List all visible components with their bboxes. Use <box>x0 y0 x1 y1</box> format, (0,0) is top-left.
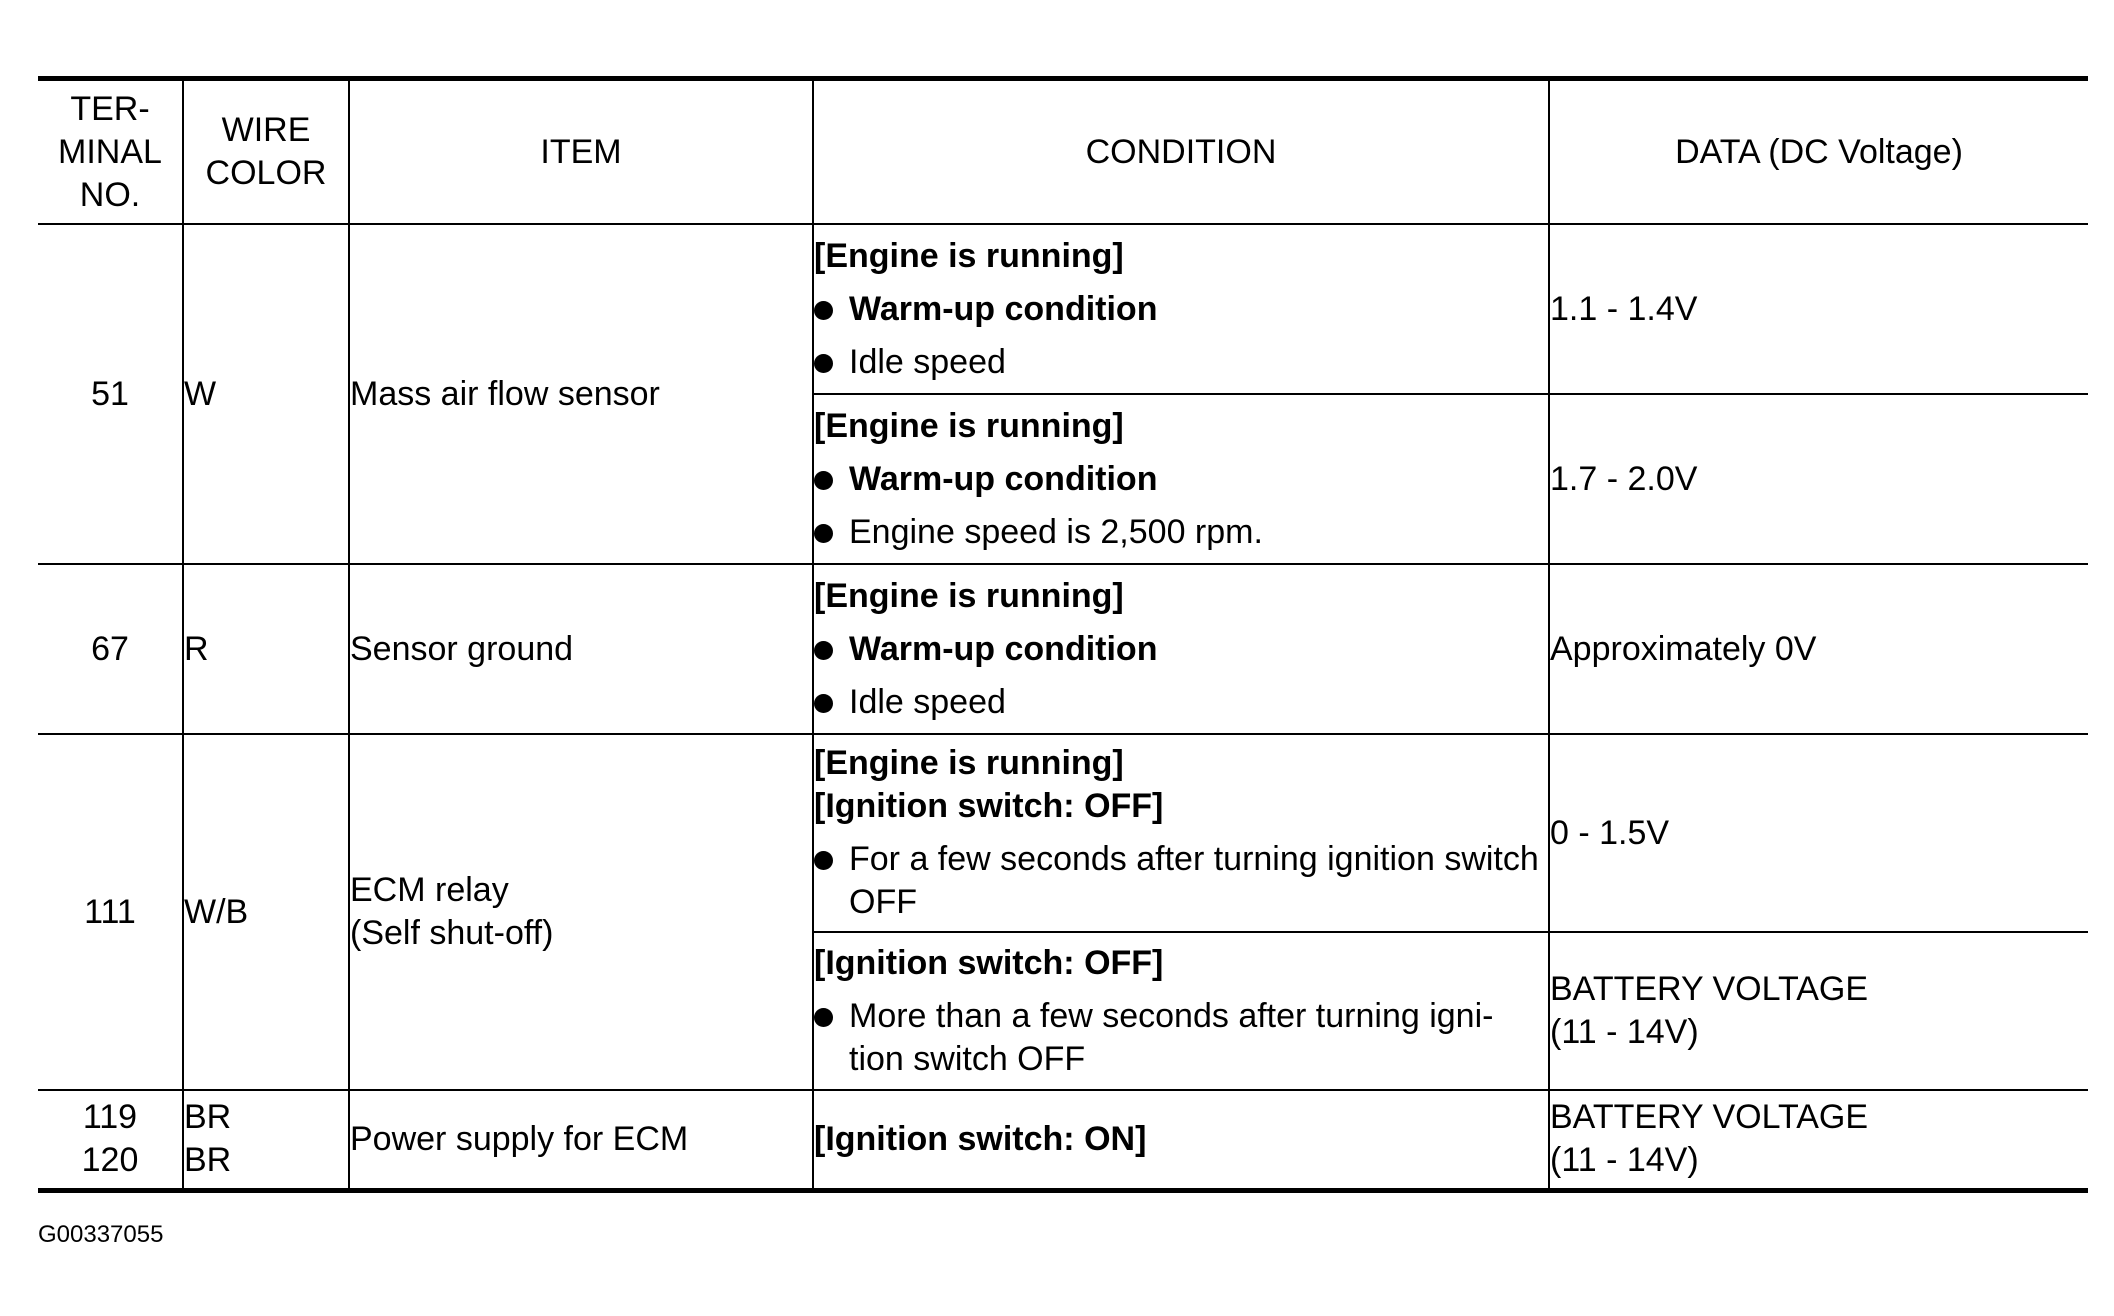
item-name-line: (Self shut-off) <box>350 914 554 952</box>
item-name-line: ECM relay <box>350 871 509 909</box>
bullet-dot-icon <box>814 1008 833 1027</box>
condition-bullet <box>814 458 1548 501</box>
data-value: 0 - 1.5V <box>1549 734 2088 932</box>
data-value <box>1549 1090 2088 1190</box>
bullet-text: Idle speed <box>849 682 1006 721</box>
table-row <box>38 734 2088 932</box>
header-terminal-no <box>38 79 183 225</box>
condition-bullet <box>814 341 1548 384</box>
terminal-number-line: 119 <box>82 1098 138 1137</box>
condition-heading: [Ignition switch: OFF] <box>814 943 1164 982</box>
condition-heading: [Ignition switch: ON] <box>814 1119 1147 1158</box>
data-value-line: (11 - 14V) <box>1550 1141 1699 1180</box>
wire-color: W/B <box>183 734 349 1090</box>
condition-bullet <box>814 681 1548 724</box>
header-condition: CONDITION <box>813 79 1549 225</box>
condition-bullet <box>814 288 1548 331</box>
bullet-text: Warm-up condition <box>849 459 1158 498</box>
header-wire-color <box>183 79 349 225</box>
bullet-dot-icon <box>814 851 833 870</box>
condition-cell <box>813 1090 1549 1190</box>
bullet-dot-icon <box>814 524 833 543</box>
data-value-line: BATTERY VOLTAGE <box>1550 1098 1869 1137</box>
condition-bullet <box>814 628 1548 671</box>
data-value-line: (11 - 14V) <box>1550 1013 1699 1051</box>
data-value: 1.1 - 1.4V <box>1549 224 2088 394</box>
bullet-text: Warm-up condition <box>849 289 1158 328</box>
data-value: Approximately 0V <box>1549 564 2088 734</box>
header-terminal-line: TER- <box>70 89 150 128</box>
bullet-dot-icon <box>814 354 833 373</box>
bullet-dot-icon <box>814 694 833 713</box>
condition-cell <box>813 734 1549 932</box>
item-name <box>349 734 813 1090</box>
bullet-text: For a few seconds after turning ignition switch OFF <box>849 840 1539 921</box>
bullet-text: More than a few seconds after turning igni-tion switch OFF <box>849 996 1494 1078</box>
bullet-dot-icon <box>814 641 833 660</box>
item-name: Sensor ground <box>349 564 813 734</box>
wire-color: W <box>183 224 349 564</box>
header-wire-line: WIRE <box>221 111 311 149</box>
condition-heading: [Engine is running] <box>814 576 1124 615</box>
condition-cell <box>813 932 1549 1090</box>
header-terminal-line: MINAL <box>58 132 162 171</box>
condition-bullet <box>814 838 1548 924</box>
header-terminal-line: NO. <box>79 175 141 214</box>
data-value <box>1549 932 2088 1090</box>
condition-bullet <box>814 511 1548 554</box>
header-wire-line: COLOR <box>205 154 327 192</box>
bullet-text: Warm-up condition <box>849 629 1158 668</box>
figure-code: G00337055 <box>38 1221 164 1248</box>
table-row <box>38 224 2088 394</box>
condition-cell <box>813 224 1549 394</box>
data-value: 1.7 - 2.0V <box>1549 394 2088 564</box>
table-row <box>38 564 2088 734</box>
header-item: ITEM <box>349 79 813 225</box>
terminal-number: 67 <box>38 564 183 734</box>
wire-color-line: BR <box>184 1098 232 1137</box>
wire-color-line: BR <box>184 1141 232 1180</box>
condition-heading: [Engine is running] <box>814 236 1124 275</box>
condition-heading: [Engine is running] <box>814 406 1124 445</box>
condition-cell <box>813 394 1549 564</box>
ecm-terminal-table <box>38 76 2088 1193</box>
bullet-dot-icon <box>814 301 833 320</box>
item-name: Power supply for ECM <box>349 1090 813 1190</box>
header-data: DATA (DC Voltage) <box>1549 79 2088 225</box>
condition-cell <box>813 564 1549 734</box>
item-name: Mass air flow sensor <box>349 224 813 564</box>
terminal-number <box>38 1090 183 1190</box>
header-row <box>38 79 2088 225</box>
bullet-text: Idle speed <box>849 342 1006 381</box>
table-row <box>38 1090 2088 1190</box>
condition-heading: [Engine is running] <box>814 744 1124 782</box>
wire-color <box>183 1090 349 1190</box>
terminal-number: 111 <box>38 734 183 1090</box>
bullet-dot-icon <box>814 471 833 490</box>
ecm-terminal-table-container <box>38 76 2088 1193</box>
condition-bullet <box>814 995 1548 1081</box>
condition-heading: [Ignition switch: OFF] <box>814 787 1164 825</box>
bullet-text: Engine speed is 2,500 rpm. <box>849 512 1263 551</box>
terminal-number-line: 120 <box>81 1141 139 1180</box>
data-value-line: BATTERY VOLTAGE <box>1550 970 1869 1008</box>
wire-color: R <box>183 564 349 734</box>
terminal-number: 51 <box>38 224 183 564</box>
